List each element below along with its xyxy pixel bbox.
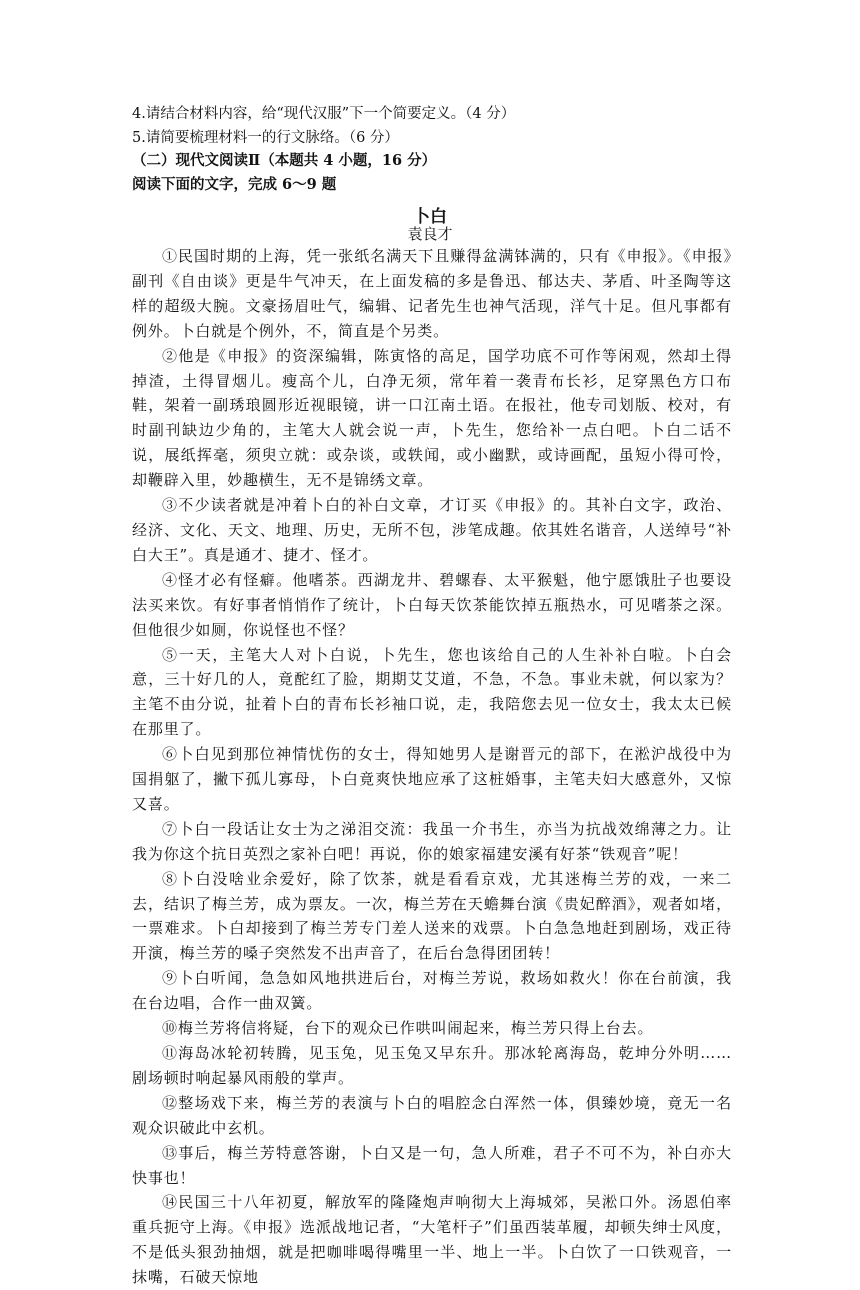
article-author: 袁良才 [407, 225, 453, 243]
paragraph: ⑭民国三十八年初夏，解放军的隆隆炮声响彻大上海城郊，吴淞口外。汤恩伯率重兵扼守上海。《申报》选派战地记者，“大笔杆子”们虽西装革履，却顿失绅士风度，不是低头狠劲抽烟，就是把咖啡喝得嘴里一半、地上一半。卜白饮了一口铁观音，一抹嘴，石破天惊地 [132, 1193, 732, 1287]
paragraph: ②他是《申报》的资深编辑，陈寅恪的高足，国学功底不可作等闲观，然却土得掉渣，土得冒烟儿。瘦高个儿，白净无须，常年着一袭青布长衫，足穿黑色方口布鞋，架着一副琇琅圆形近视眼镜，讲一口江南土语。在报社，他专司划版、校对，有时副刊缺边少角的，主笔大人就会说一声，卜先生，您给补一点白吧。卜白二话不说，展纸挥毫，须臾立就：或杂谈，或轶闻，或小幽默，或诗画配，虽短小得可怜，却鞭辟入里，妙趣横生，无不是锦绣文章。 [132, 346, 732, 490]
paragraph: ⑬事后，梅兰芳特意答谢，卜白又是一句，急人所难，君子不可不为，补白亦大快事也！ [132, 1143, 732, 1187]
section-heading: （二）现代文阅读Ⅱ（本题共 4 小题，16 分） [132, 152, 437, 169]
question-5: 5.请简要梳理材料一的行文脉络。（6 分） [132, 130, 399, 146]
paragraph: ⑫整场戏下来，梅兰芳的表演与卜白的唱腔念白浑然一体，俱臻妙境，竟无一名观众识破此中玄机。 [132, 1093, 732, 1137]
paragraph: ⑨卜白听闻，急急如风地拱进后台，对梅兰芳说，救场如救火！你在台前演，我在台边唱，合作一曲双簧。 [132, 969, 732, 1013]
paragraph: ⑤一天，主笔大人对卜白说，卜先生，您也该给自己的人生补补白啦。卜白会意，三十好几的人，竟酡红了脸，期期艾艾道，不急，不急。事业未就，何以家为？主笔不由分说，扯着卜白的青布长衫袖口说，走，我陪您去见一位女士，我太太已候在那里了。 [132, 645, 732, 739]
paragraph: ④怪才必有怪癖。他嗜茶。西湖龙井、碧螺春、太平猴魁，他宁愿饿肚子也要设法买来饮。有好事者悄悄作了统计，卜白每天饮茶能饮掉五瓶热水，可见嗜茶之深。但他很少如厕，你说怪也不怪？ [132, 570, 732, 639]
article-body [132, 244, 732, 1290]
question-4: 4.请结合材料内容，给“现代汉服”下一个简要定义。（4 分） [132, 106, 516, 122]
paragraph: ①民国时期的上海，凭一张纸名满天下且赚得盆满钵满的，只有《申报》。《申报》副刊《自由谈》更是牛气冲天，在上面发稿的多是鲁迅、郁达夫、茅盾、叶圣陶等这样的超级大腕。文豪扬眉吐气，编辑、记者先生也神气活现，洋气十足。但凡事都有例外。卜白就是个例外，不，简直是个另类。 [132, 247, 732, 340]
paragraph: ⑧卜白没啥业余爱好，除了饮茶，就是看看京戏，尤其迷梅兰芳的戏，一来二去，结识了梅兰芳，成为票友。一次，梅兰芳在天蟾舞台演《贵妃醉酒》，观者如堵，一票难求。卜白却接到了梅兰芳专门差人送来的戏票。卜白急急地赶到剧场，戏正待开演，梅兰芳的嗓子突然发不出声音了，在后台急得团团转！ [132, 869, 732, 963]
paragraph: ⑦卜白一段话让女士为之涕泪交流：我虽一介书生，亦当为抗战效绵薄之力。让我为你这个抗日英烈之家补白吧！再说，你的娘家福建安溪有好茶“铁观音”呢！ [132, 819, 732, 863]
section-instruction: 阅读下面的文字，完成 6～9 题 [132, 176, 337, 193]
paragraph: ⑥卜白见到那位神情忧伤的女士，得知她男人是谢晋元的部下，在淞沪战役中为国捐躯了，撇下孤儿寡母，卜白竟爽快地应承了这桩婚事，主笔夫妇大感意外，又惊又喜。 [132, 745, 732, 813]
article-title: 卜白 [413, 207, 447, 227]
paragraph: ③不少读者就是冲着卜白的补白文章，才订买《申报》的。其补白文字，政治、经济、文化、天文、地理、历史，无所不包，涉笔成趣。依其姓名谐音，人送绰号“补白大王”。真是通才、捷才、怪才。 [132, 496, 732, 564]
paragraph: ⑪海岛冰轮初转腾，见玉兔，见玉兔又早东升。那冰轮离海岛，乾坤分外明……剧场顿时响起暴风雨般的掌声。 [132, 1044, 732, 1087]
paragraph: ⑩梅兰芳将信将疑，台下的观众已作哄叫闹起来，梅兰芳只得上台去。 [162, 1019, 654, 1038]
